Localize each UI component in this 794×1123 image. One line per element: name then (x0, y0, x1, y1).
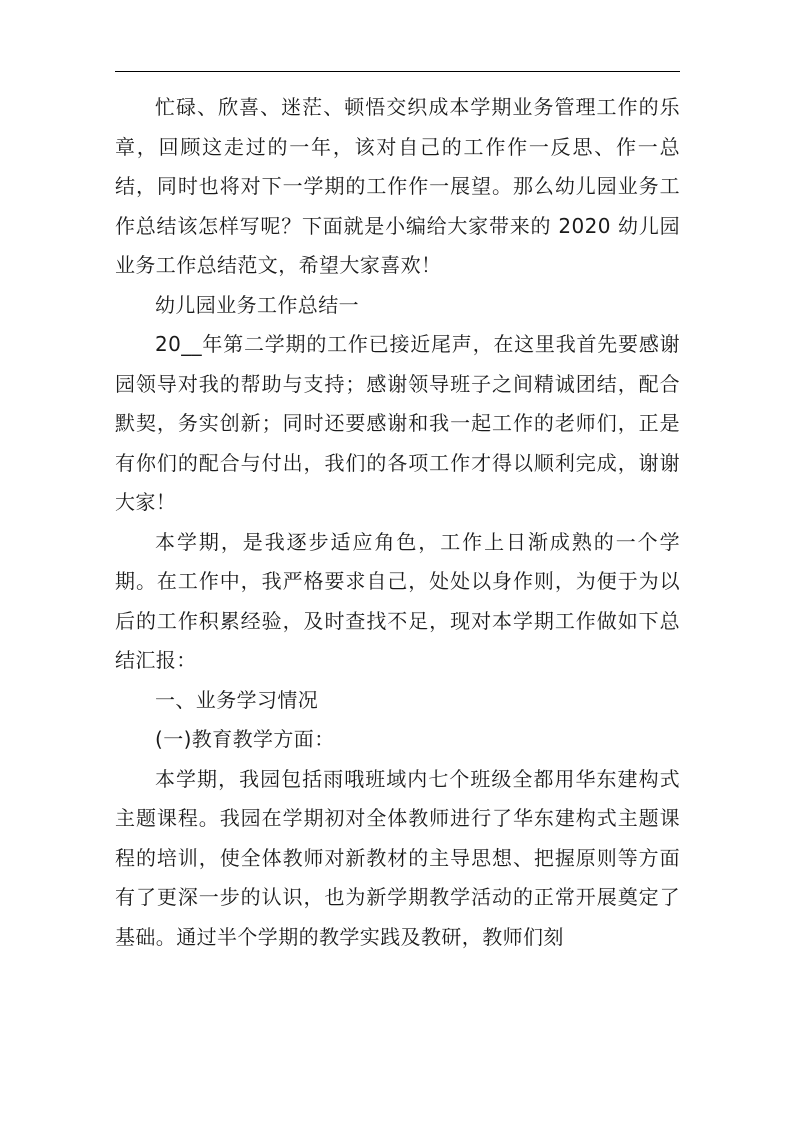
section-title: 幼儿园业务工作总结一 (155, 292, 359, 317)
subsection-heading: (一)教育教学方面： (155, 727, 335, 751)
body-paragraph: 本学期，我园包括雨哦班域内七个班级全都用华东建构式主题课程。我园在学期初对全体教师进行了华东建构式主题课程的培训，使全体教师对新教材的主导思想、把握原则等方面有了更深一步的认识，也为新学期教学活动的正常开展奠定了基础。通过半个学期的教学实践及教研，教师们刻 (115, 766, 680, 949)
intro-paragraph: 忙碌、欣喜、迷茫、顿悟交织成本学期业务管理工作的乐章，回顾这走过的一年，该对自己的工作作一反思、作一总结，同时也将对下一学期的工作作一展望。那么幼儿园业务工作总结该怎样写呢？下面就是小编给大家带来的 2020 幼儿园业务工作总结范文，希望大家喜欢！ (115, 95, 680, 277)
body-paragraph: 本学期，是我逐步适应角色，工作上日渐成熟的一个学期。在工作中，我严格要求自己，处处以身作则，为便于为以后的工作积累经验，及时查找不足，现对本学期工作做如下总结汇报： (115, 529, 680, 672)
body-paragraph: 20__年第二学期的工作已接近尾声，在这里我首先要感谢园领导对我的帮助与支持；感谢领导班子之间精诚团结，配合默契，务实创新；同时还要感谢和我一起工作的老师们，正是有你们的配合与付出，我们的各项工作才得以顺利完成，谢谢大家！ (115, 332, 680, 514)
document-body (115, 88, 680, 957)
header-divider (115, 71, 680, 72)
section-heading: 一、业务学习情况 (155, 687, 319, 712)
